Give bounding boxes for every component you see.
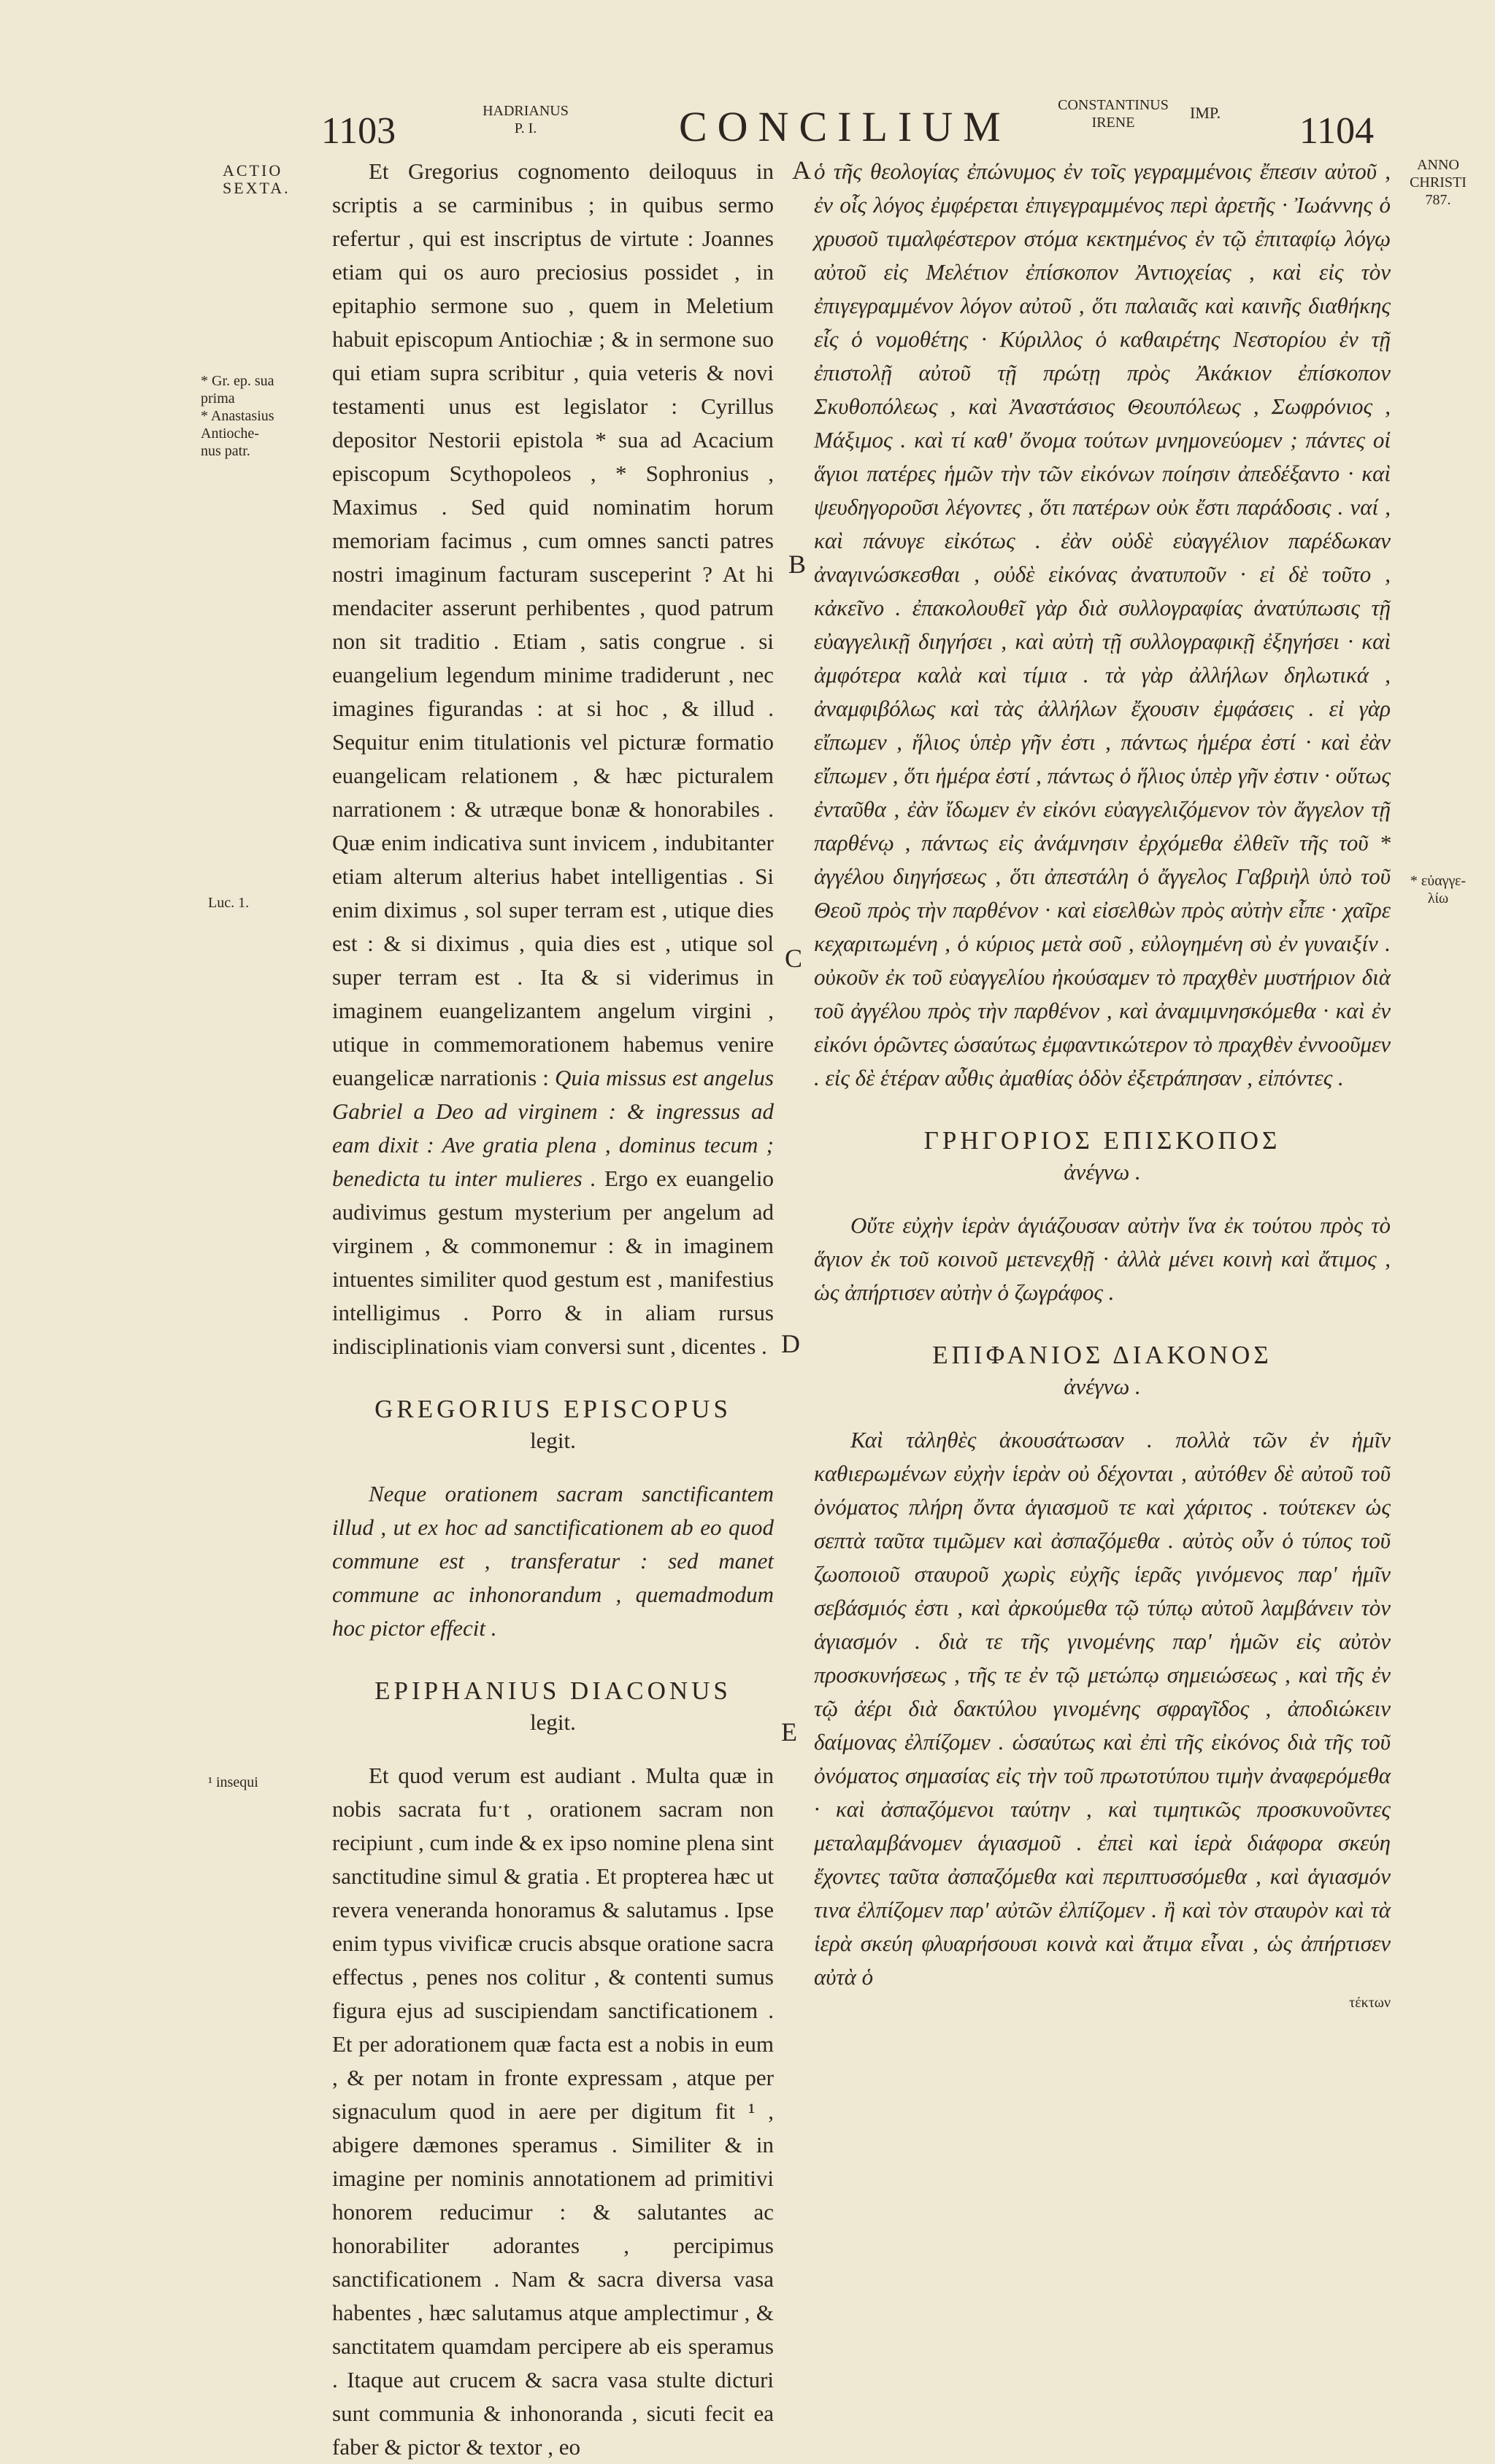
margin-insequi: ¹ insequi [208,1774,258,1790]
latin-heading-epiphanius: EPIPHANIUS DIACONUS [374,1676,731,1705]
greek-heading-gregorios: ΓΡΗΓΟΡΙΟΣ ΕΠΙΣΚΟΠΟΣ [923,1126,1281,1155]
greek-heading-gregorios-anegno: ἀνέγνω . [1064,1159,1141,1185]
header-constantinus: CONSTANTINUS IRENE [1058,97,1169,131]
page-number-left: 1103 [321,110,396,152]
latin-heading-epiphanius-legit: legit. [530,1709,576,1735]
greek-column [814,155,1391,2011]
header-hadrianus: HADRIANUS P. I. [483,103,569,136]
catchword: τέκτων [1349,1995,1391,2011]
section-letter-d: D [781,1329,800,1358]
margin-actio: ACTIO SEXTA. [223,161,291,197]
latin-heading-gregorius-legit: legit. [530,1428,576,1453]
page-number-right: 1104 [1299,110,1375,152]
greek-gregorios-quote: Οὔτε εὐχὴν ἱερὰν ἁγιάζουσαν αὐτὴν ἵνα ἐκ τούτου πρὸς τὸ ἅγιον ἐκ τοῦ κοινοῦ μετενεχθῇ · ἀλλὰ μένει κοινὴ καὶ ἄτιμος , ὡς ἀπήρτισεν αὐτὴν ὁ ζωγράφος . [814,1212,1391,1305]
latin-heading-gregorius: GREGORIUS EPISCOPUS [374,1395,731,1423]
greek-heading-epiphanios-anegno: ἀνέγνω . [1064,1374,1141,1399]
greek-paragraph-1: ὁ τῆς θεολογίας ἐπώνυμος ἐν τοῖς γεγραμμένοις ἔπεσιν αὐτοῦ , ἐν οἷς λόγος ἐμφέρεται ἐπιγεγραμμένος περὶ ἀρετῆς · Ἰωάννης ὁ χρυσοῦ τιμαλφέστερον στόμα κεκτημένος ἐν τῷ ἐπιταφίῳ λόγῳ αὐτοῦ εἰς Μελέτιον ἐπίσκοπον Ἀντιοχείας , καὶ εἰς τὸν ἐπιγεγραμμένον λόγον αὐτοῦ , ὅτι παλαιᾶς καὶ καινῆς διαθήκης εἷς ὁ νομοθέτης · Κύριλλος ὁ καθαιρέτης Νεστορίου ἐν τῇ ἐπιστολῇ αὐτοῦ τῇ πρώτῃ πρὸς Ἀκάκιον ἐπίσκοπον Σκυθοπόλεως , καὶ Ἀναστάσιος Θεουπόλεως , Σωφρόνιος , Μάξιμος . καὶ τί καθ' ὄνομα τούτων μνημονεύομεν ; πάντες οἱ ἅγιοι πατέρες ἡμῶν τὴν τῶν εἰκόνων ποίησιν ἀπεδέξαντο · καὶ ψευδηγοροῦσι λέγοντες , ὅτι πατέρων οὐκ ἔστι παράδοσις . ναί , καὶ πάνυγε εἰκότως . ἐὰν οὐδὲ εὐαγγέλιον παρέδωκαν ἀναγινώσκεσθαι , οὐδὲ εἰκόνας ἀνατυποῦν · εἰ δὲ τοῦτο , κἀκεῖνο . ἐπακολουθεῖ γὰρ διὰ συλλογραφίας ἀνατύπωσις τῇ εὐαγγελικῇ διηγήσει , καὶ αὐτὴ τῇ συλλογραφικῇ ἐξηγήσει · καὶ ἀμφότερα καλὰ καὶ τίμια . τὰ γὰρ ἀλλήλων δηλωτικά , ἀναμφιβόλως καὶ τὰς ἀλλήλων ἔχουσιν ἐμφάσεις . εἰ γὰρ εἴπωμεν , ἥλιος ὑπὲρ γῆν ἐστι , πάντως ἡμέρα ἐστί · καὶ ἐὰν εἴπωμεν , ὅτι ἡμέρα ἐστί , πάντως ὁ ἥλιος ὑπὲρ γῆν ἐστιν · οὕτως ἐνταῦθα , ἐὰν ἴδωμεν ἐν εἰκόνι εὐαγγελιζόμενον τὸν ἄγγελον τῇ παρθένῳ , πάντως εἰς ἀνάμνησιν ἐρχόμεθα ἐλθεῖν τῆς τοῦ * ἀγγέλου διηγήσεως , ὅτι ἀπεστάλη ὁ ἄγγελος Γαβριὴλ ὑπὸ τοῦ Θεοῦ πρὸς τὴν παρθένον · καὶ εἰσελθὼν πρὸς αὐτὴν εἶπε · χαῖρε κεχαριτωμένη , ὁ κύριος μετὰ σοῦ , εὐλογημένη σὺ ἐν γυναιξίν . οὐκοῦν ἐκ τοῦ εὐαγγελίου ἠκούσαμεν τὸ πραχθὲν μυστήριον διὰ τοῦ ἀγγέλου πρὸς τὴν παρθένον , καὶ ἀναμιμνησκόμεθα · καὶ ἐν εἰκόνι ὁρῶντες ὡσαύτως ἐμφαντικώτερον τὸ πραχθὲν ἐννοοῦμεν . εἰς δὲ ἑτέραν αὖθις ἀμαθίας ὁδὸν ἐξετράπησαν , εἰπόντες . [814,158,1391,1090]
section-letter-a: A [792,155,811,185]
section-letter-b: B [788,550,807,579]
section-letter-e: E [781,1717,797,1747]
latin-gregorius-quote: Neque orationem sacram sanctificantem illud , ut ex hoc ad sanctificationem ab eo quod commune est , transferatur : sed manet commune ac inhonorandum , quemadmodum hoc pictor effecit . [332,1481,774,1641]
margin-gregorius-note: * Gr. ep. sua prima * Anastasius Antioche- nus patr. [201,373,274,459]
latin-paragraph-1-end: Ergo ex euangelio audivimus gestum mysterium per angelum ad virginem , & commonemur : & in imaginem intuentes similiter quod gestum est , manifestius intelligimus . Porro & in aliam rursus indisciplinationis viam conversi sunt , dicentes . [332,1166,775,1359]
latin-paragraph-2: Et quod verum est audiant . Multa quæ in nobis sacrata fuˑt , orationem sacram non recipiunt , cum inde & ex ipso nomine plena sint sanctitudine simul & gratia . Et propterea hæc ut revera veneranda honoramus & salutamus . Ipse enim typus vivificæ crucis absque oratione sacra effectus , penes nos colitur , & contenti sumus figura ejus ad suscipiendam sanctificationem . Et per adorationem quæ facta est a nobis in eum , & per notam in fronte expressam , atque per signaculum quod in aere per digitum fit ¹ , abigere dæmones speramus . Similiter & in imagine per nominis annotationem ad primitivi honorem reducimur : & salutantes ac honorabiliter adorantes , percipimus sanctificationem . Nam & sacra diversa vasa habentes , hæc salutamus atque amplectimur , & sanctitatem quamdam percipere ab eis speramus . Itaque aut crucem & sacra vasa stulte dicturi sunt communia & inhonoranda , sicuti fecit ea faber & pictor & textor , eo [332,1763,774,2460]
margin-euangelizantem: * εὐαγγε- λίω [1410,873,1467,906]
section-letter-c: C [785,944,803,973]
latin-paragraph-1: Et Gregorius cognomento deiloquus in scriptis a se carminibus ; in quibus sermo refertur , qui est inscriptus de virtute : Joannes etiam qui os auro preciosius possidet , in epitaphio sermone suo , quem in Meletium habuit episcopum Antiochiæ ; & in sermone suo qui etiam supra scribitur , quia veteris & novi testamenti unus est legislator : Cyrillus depositor Nestorii epistola * sua ad Acacium episcopum Scythopoleos , * Sophronius , Maximus . Sed quid nominatim horum memoriam facimus , cum omnes sancti patres nostri imaginum facturam susceperint ? At hi mendaciter asserunt perhibentes , quod patrum non sit traditio . Etiam , satis congrue . si euangelium legendum minime tradiderunt , nec imagines figurandas : at si hoc , & illud . Sequitur enim titulationis vel picturæ formatio euangelicam relationem , & hæc picturalem narrationem : & utræque bonæ & honorabiles . Quæ enim indicativa sunt invicem , indubitanter etiam alterum alterius habet intelligentias . Si enim diximus , sol super terram est , utique dies est : & si diximus , quia dies est , utique sol super terram est . Ita & si viderimus in imaginem euangelizantem angelum virgini , utique in commemorationem habemus venire euangelicæ narrationis : [332,158,774,1090]
running-title: CONCILIUM [679,103,1011,150]
margin-anno-christi: ANNO CHRISTI 787. [1410,157,1467,208]
greek-paragraph-2: Καὶ τἀληθὲς ἀκουσάτωσαν . πολλὰ τῶν ἐν ἡμῖν καθιερωμένων εὐχὴν ἱερὰν οὐ δέχονται , αὐτόθεν δὲ αὐτοῦ τοῦ ὀνόματος πλήρη ὄντα ἁγιασμοῦ τε καὶ χάριτος . τούτεκεν ὡς σεπτὰ ταῦτα τιμῶμεν καὶ ἀσπαζόμεθα . αὐτὸς οὖν ὁ τύπος τοῦ ζωοποιοῦ σταυροῦ χωρὶς εὐχῆς ἱερᾶς γινόμενος παρ' ἡμῖν σεβάσμιός ἐστι , καὶ ἀρκούμεθα τῷ τύπῳ αὐτοῦ λαμβάνειν τὸν ἁγιασμόν . διὰ τε τῆς γινομένης παρ' ἡμῶν εἰς αὐτὸν προσκυνήσεως , τῆς τε ἐν τῷ μετώπῳ σημειώσεως , καὶ τῆς ἐν τῷ ἀέρι διὰ δακτύλου γινομένης σφραγῖδος , ἀποδιώκειν δαίμονας ἐλπίζομεν . ὡσαύτως καὶ ἐπὶ τῆς εἰκόνος διὰ τῆς τοῦ ὀνόματος σημασίας εἰς τὴν τοῦ πρωτοτύπου τιμὴν ἀναφερόμεθα · καὶ ἀσπαζόμενοι ταύτην , καὶ τιμητικῶς προσκυνοῦντες μεταλαμβάνομεν ἁγιασμοῦ . ἐπεὶ καὶ ἱερὰ διάφορα σκεύη ἔχοντες ταῦτα ἀσπαζόμεθα καὶ περιπτυσσόμεθα , καὶ ἁγιασμόν τινα ἐλπίζομεν παρ' αὐτῶν ἐλπίζομεν . ἢ καὶ τὸν σταυρὸν καὶ τὰ ἱερὰ σκεύη φλυαρήσουσι κοινὰ καὶ ἄτιμα εἶναι , ὡς ἀπήρτισεν αὐτὰ ὁ [814,1427,1391,1990]
header-imp: IMP. [1190,104,1221,122]
latin-scripture-quote: Quia missus est angelus Gabriel a Deo ad virginem : & ingressus ad eam dixit : Ave gratia plena , dominus tecum ; benedicta tu inter mulieres . [332,1065,774,1191]
greek-heading-epiphanios: ΕΠΙΦΑΝΙΟΣ ΔΙΑΚΟΝΟΣ [932,1341,1272,1369]
latin-column [332,155,774,2464]
margin-luc: Luc. 1. [208,895,250,911]
